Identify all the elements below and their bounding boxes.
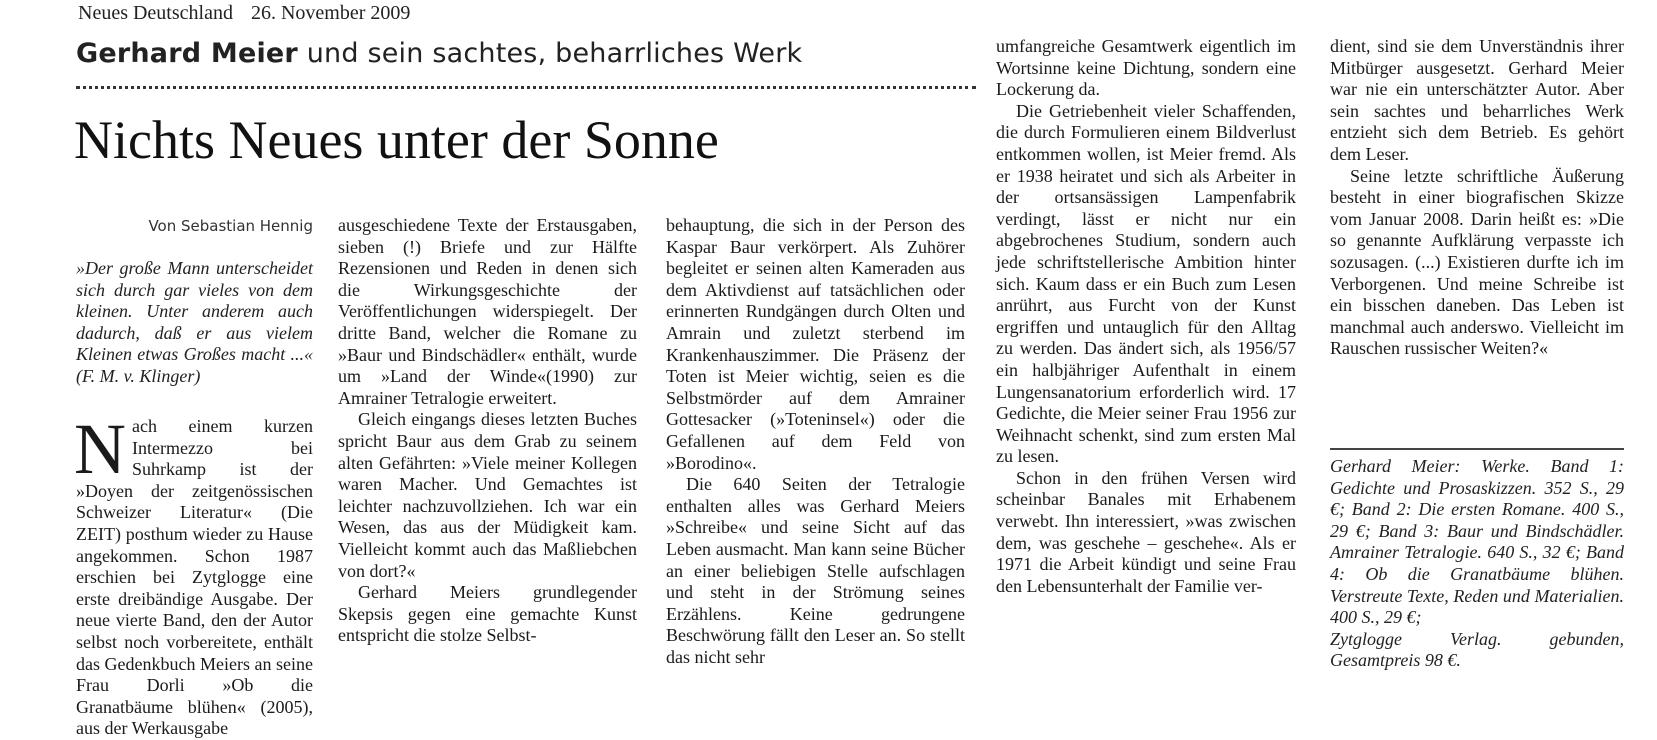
paragraph: behauptung, die sich in der Person des Kaspar Baur verkörpert. Als Zuhörer begleitet er seinen alten Kameraden aus dem Aktivdienst auf tatsächlichen oder erinnerten Rundgängen durch Olten und Amrain und zuletzt sterbend im Krankenhauszimmer. Die Präsenz der Toten ist Meier wichtig, seien es die Selbstmörder auf dem Amrainer Gottesacker (»Toteninsel«) oder die Gefallenen auf dem Feld von »Borodino«.: [666, 215, 965, 473]
dotted-divider: [76, 86, 976, 89]
paragraph: Schon in den frühen Versen wird scheinbar Banales mit Erhabenem verwebt. Ihn interessiert, »was zwischen dem, was geschehe – geschehe«. Als er 1971 die Arbeit kündigt und seine Frau den Lebensunterhalt der Familie ver-: [996, 467, 1296, 596]
infobox-rule: [1330, 448, 1624, 450]
book-info-text: Gerhard Meier: Werke. Band 1: Gedichte und Prosaskizzen. 352 S., 29 €; Band 2: Die ersten Romane. 400 S., 29 €; Band 3: Baur und Bindschädler. Amrainer Tetralogie. 640 S., 32 €; Band 4: Ob die Granatbäume blühen. Verstreute Texte, Reden und Materialien. 400 S., 29 €;: [1330, 456, 1624, 628]
article-column-5: [1330, 36, 1624, 360]
headline: Nichts Neues unter der Sonne: [74, 110, 719, 170]
article-column-2: [338, 215, 637, 647]
paragraph: Gerhard Meiers grundlegender Skepsis gegen eine gemachte Kunst entspricht die stolze Selbst-: [338, 582, 637, 646]
kicker-rest: und sein sachtes, beharrliches Werk: [297, 38, 803, 69]
paragraph-text: ach einem kurzen Intermezzo bei Suhrkamp ist der »Doyen der zeitgenössischen Schweizer Literatur« (Die ZEIT) posthum wieder zu Hause angekommen. Schon 1987 erschien bei Zytglogge eine erste dreibändige Ausgabe. Der neue vierte Band, den der Autor selbst noch vorbereitete, enthält das Gedenkbuch Meiers an seine Frau Dorli »Ob die Granatbäume blühen« (2005), aus der Werkausgabe: [76, 416, 313, 739]
article-column-4: [996, 36, 1296, 597]
paragraph: ausgeschiedene Texte der Erstausgaben, sieben (!) Briefe und zur Hälfte Rezensionen und Reden in denen sich die Wirkungsgeschichte der Veröffentlichungen widerspiegelt. Der dritte Band, welcher die Romane zu »Baur und Bindschädler« enthält, wurde um »Land der Winde«(1990) zur Amrainer Tetralogie erweitert.: [338, 215, 637, 408]
paragraph: Gleich eingangs dieses letzten Buches spricht Baur aus dem Grab zu seinem alten Gefährten: »Viele meiner Kollegen waren Macher. Und Gemachtes ist leichter nachzuvollziehen. Ich war ein Wesen, das aus der Müdigkeit kam. Vielleicht kommt auch das Maßliebchen von dort?«: [338, 409, 637, 581]
article-column-1: [74, 409, 313, 740]
paragraph: dient, sind sie dem Unverständnis ihrer Mitbürger ausgesetzt. Gerhard Meier war nie ein unterschätzter Autor. Aber sein sachtes und beharrliches Werk entzieht sich dem Betrieb. Es gehört dem Leser.: [1330, 36, 1624, 164]
paragraph: [74, 409, 313, 740]
epigraph: »Der große Mann unterscheidet sich durch gar vieles von dem kleinen. Unter anderem auch dadurch, daß er aus vielem Kleinen etwas Großes macht ...« (F. M. v. Klinger): [76, 258, 313, 386]
paragraph: umfangreiche Gesamtwerk eigentlich im Wortsinne keine Dichtung, sondern eine Lockerung da.: [996, 36, 1296, 100]
issue-date: 26. November 2009: [250, 2, 411, 24]
kicker: [76, 38, 802, 69]
newspaper-name: Neues Deutschland: [78, 2, 233, 24]
drop-cap: N: [74, 409, 126, 489]
paragraph: Die Getriebenheit vieler Schaffenden, die durch Formulieren einem Bildverlust entkommen wollen, ist Meier fremd. Als er 1938 heiratet und sich als Arbeiter in der ortsansässigen Lampenfabrik verdingt, lässt er nicht nur ein abgebrochenes Studium, sondern auch jede schriftstellerische Ambition hinter sich. Kaum dass er ein Buch zum Lesen anrührt, aus Furcht von der Kunst ergriffen und untauglich für den Alltag zu werden. Das ändert sich, als 1956/57 ein halbjähriger Aufenthalt in einem Lungensanatorium erforderlich wird. 17 Gedichte, die Meier seiner Frau 1956 zur Weihnacht schenkt, sind zum ersten Mal zu lesen.: [996, 100, 1296, 467]
article-column-3: [666, 215, 965, 668]
book-info-box: [1330, 456, 1624, 672]
masthead: [78, 2, 428, 25]
paragraph: Die 640 Seiten der Tetralogie enthalten alles was Gerhard Meiers »Schreibe« und seine Sicht auf das Leben ausmacht. Man kann seine Bücher an einer beliebigen Stelle aufschlagen und steht in der Strömung seines Erzählens. Keine gedrungene Beschwörung fällt den Leser an. So stellt das nicht sehr: [666, 474, 965, 667]
byline: Von Sebastian Hennig: [148, 217, 313, 235]
kicker-name: Gerhard Meier: [76, 38, 298, 69]
publisher-info: Zytglogge Verlag. gebunden, Gesamtpreis 98 €.: [1330, 628, 1624, 671]
paragraph: Seine letzte schriftliche Äußerung besteht in einer biografischen Skizze vom Januar 2008. Darin heißt es: »Die so genannte Aufklärung verpasste ich sozusagen. (...) Existieren durfte ich im Verborgenen. Und meine Schreibe ist ein bisschen daneben. Das Leben ist manchmal auch anderswo. Vielleicht im Rauschen russischer Weiten?«: [1330, 165, 1624, 359]
